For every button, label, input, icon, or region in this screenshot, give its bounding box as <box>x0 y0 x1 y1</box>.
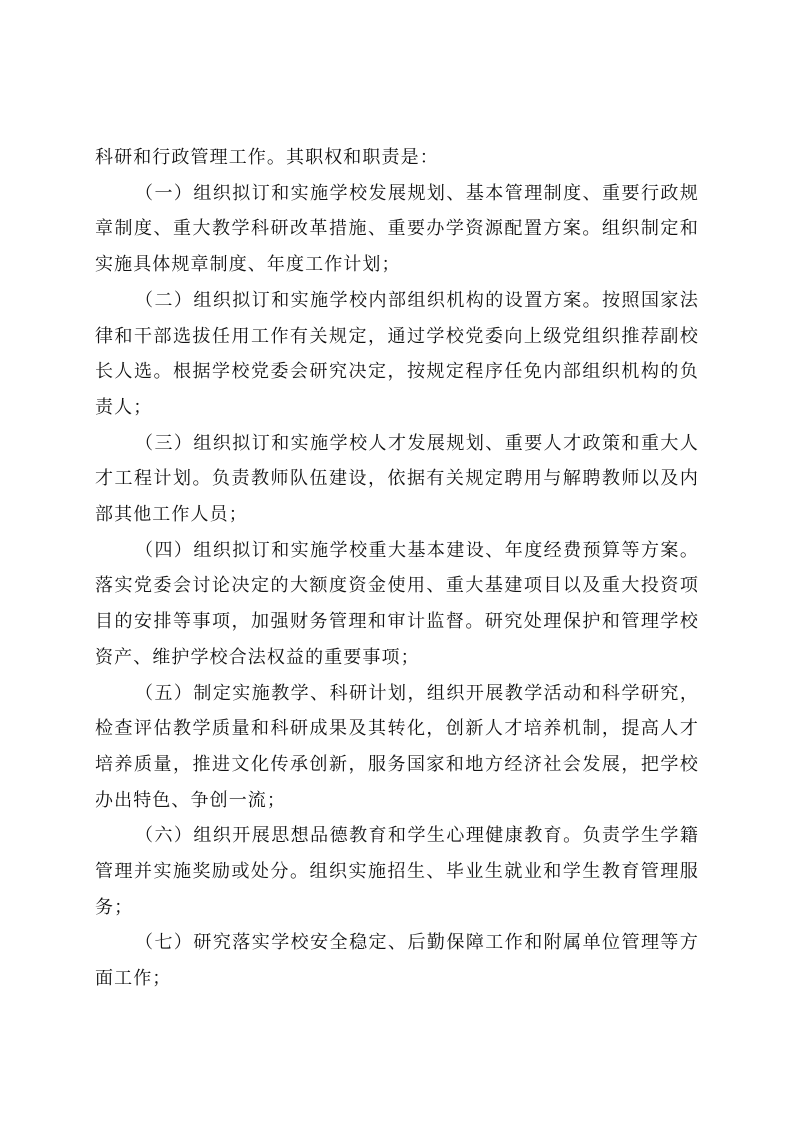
paragraph-item-6: （六）组织开展思想品德教育和学生心理健康教育。负责学生学籍管理并实施奖励或处分。组织实施招生、毕业生就业和学生教育管理服务； <box>95 825 699 918</box>
paragraph-item-4: （四）组织拟订和实施学校重大基本建设、年度经费预算等方案。落实党委会讨论决定的大额度资金使用、重大基建项目以及重大投资项目的安排等事项，加强财务管理和审计监督。研究处理保护和管理学校资产、维护学校合法权益的重要事项； <box>95 539 699 668</box>
paragraph-item-5: （五）制定实施教学、科研计划，组织开展教学活动和科学研究，检查评估教学质量和科研成果及其转化，创新人才培养机制，提高人才培养质量，推进文化传承创新，服务国家和地方经济社会发展，把学校办出特色、争创一流； <box>95 682 699 811</box>
paragraph-item-3: （三）组织拟订和实施学校人才发展规划、重要人才政策和重大人才工程计划。负责教师队伍建设，依据有关规定聘用与解聘教师以及内部其他工作人员； <box>95 432 699 526</box>
paragraph-continuation: 科研和行政管理工作。其职权和职责是： <box>95 147 439 168</box>
paragraph-item-2: （二）组织拟订和实施学校内部组织机构的设置方案。按照国家法律和干部选拔任用工作有关规定，通过学校党委向上级党组织推荐副校长人选。根据学校党委会研究决定，按规定程序任免内部组织机构的负责人； <box>95 289 699 418</box>
paragraph-item-1: （一）组织拟订和实施学校发展规划、基本管理制度、重要行政规章制度、重大教学科研改革措施、重要办学资源配置方案。组织制定和实施具体规章制度、年度工作计划； <box>95 182 699 276</box>
paragraph-item-7: （七）研究落实学校安全稳定、后勤保障工作和附属单位管理等方面工作； <box>95 932 699 990</box>
document-body <box>95 140 699 997</box>
